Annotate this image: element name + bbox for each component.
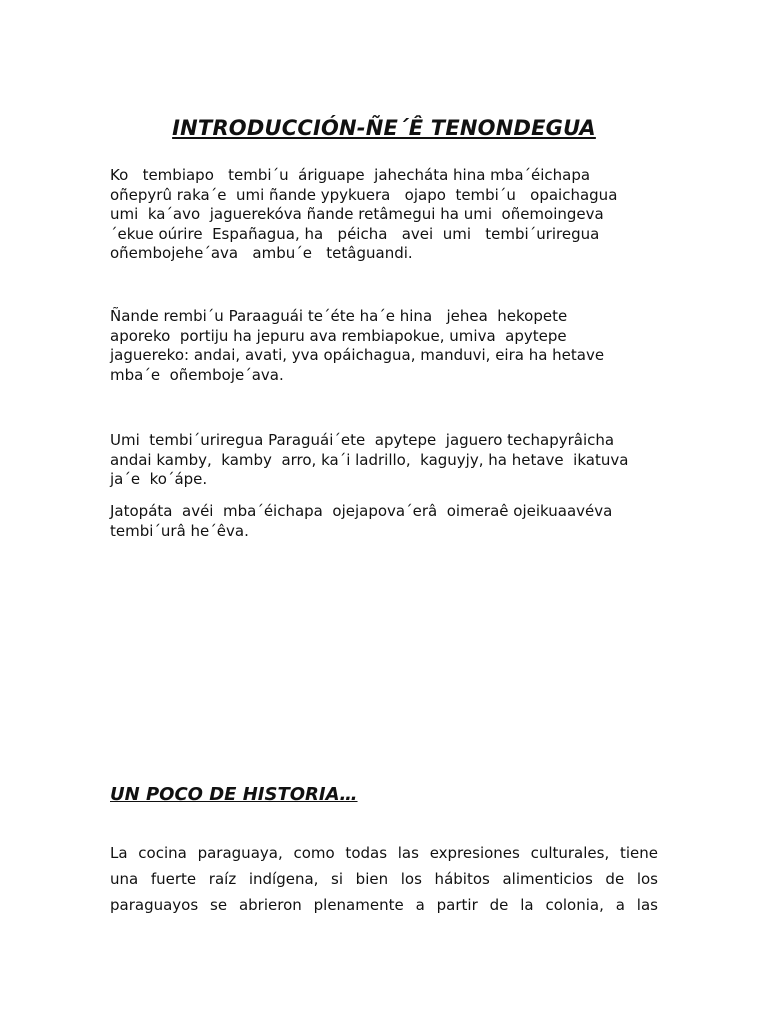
text-line: oñepyrû raka´e umi ñande ypykuera ojapo tembi´u opaichagua (110, 185, 618, 204)
text-line: ja´e ko´ápe. (110, 470, 208, 488)
paragraph-jatopata (110, 502, 670, 541)
text-line: oñembojehe´ava ambu´e tetâguandi. (110, 244, 413, 262)
paragraph-rembiu (110, 307, 670, 385)
paragraph-tembiuriregua (110, 431, 670, 490)
paragraph-intro (110, 166, 670, 264)
text-line: Ñande rembi´u Paraaguái te´éte ha´e hina jehea hekopete (110, 307, 568, 325)
text-line: mba´e oñemboje´ava. (110, 365, 284, 384)
text-line: ´ekue oúrire Españagua, ha péicha avei umi tembi´uriregua (110, 224, 600, 243)
text-line: aporeko portiju ha jepuru ava rembiapokue, umiva apytepe (110, 326, 567, 345)
text-line: paraguayos se abrieron plenamente a partir de la colonia, a las (110, 896, 658, 914)
document-title: INTRODUCCIÓN-ÑE´Ê TENONDEGUA (172, 116, 596, 140)
paragraph-history (110, 840, 658, 918)
text-line: tembi´urâ he´êva. (110, 521, 249, 540)
text-line: Umi tembi´uriregua Paraguái´ete apytepe jaguero techapyrâicha (110, 431, 615, 449)
text-line: jaguereko: andai, avati, yva opáichagua, manduvi, eira ha hetave (110, 346, 605, 364)
text-line: Ko tembiapo tembi´u áriguape jahecháta hina mba´éichapa (110, 166, 591, 184)
section-heading: UN POCO DE HISTORIA… (110, 784, 358, 805)
text-line: La cocina paraguaya, como todas las expresiones culturales, tiene (110, 844, 658, 862)
text-line: umi ka´avo jaguerekóva ñande retâmegui ha umi oñemoingeva (110, 205, 604, 223)
text-line: andai kamby, kamby arro, ka´i ladrillo, kaguyjy, ha hetave ikatuva (110, 450, 629, 469)
text-line: Jatopáta avéi mba´éichapa ojejapova´erâ oimeraê ojeikuaavéva (110, 502, 613, 520)
text-line: una fuerte raíz indígena, si bien los hábitos alimenticios de los (110, 870, 658, 888)
